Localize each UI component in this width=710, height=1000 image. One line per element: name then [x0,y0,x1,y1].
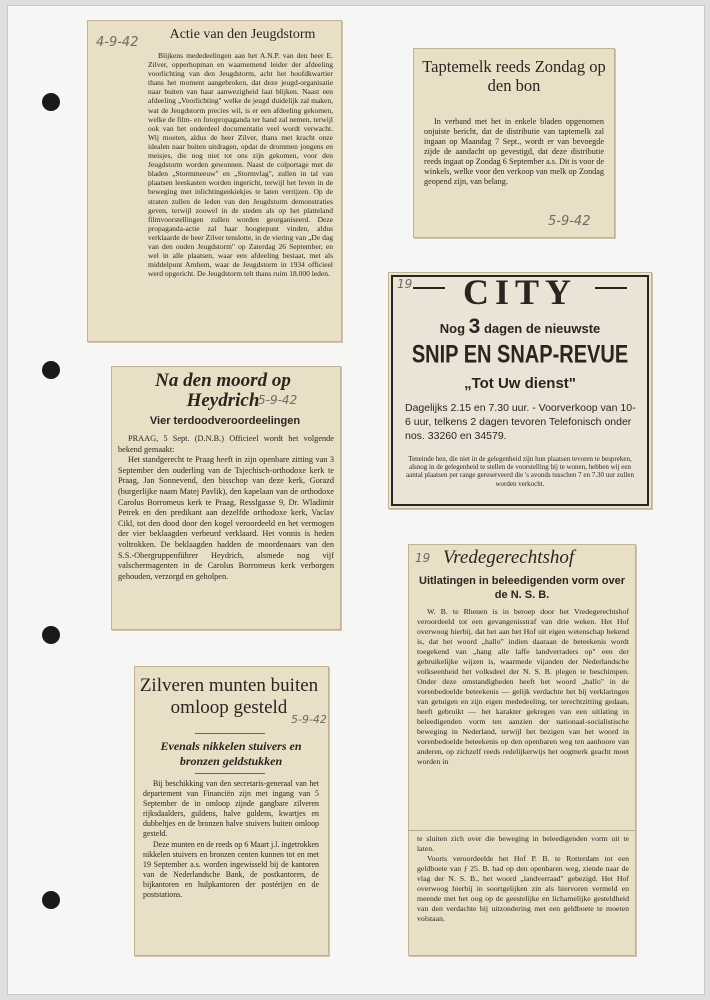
handwritten-note: 19 [397,277,413,291]
clipping-headline: Actie van den Jeugdstorm [169,27,316,42]
handwritten-date: 5-9-42 [548,214,591,229]
revue-slogan: „Tot Uw dienst" [464,375,576,392]
clipping-subtitle: Evenals nikkelen stuivers en bronzen geldstukken [160,739,302,768]
clipping-taptemelk [413,48,615,238]
clipping-body: Blijkens mededeelingen aan het A.N.P. van den heer E. Zilver, opperhopman en waarnemend leider der afdeeling voorlichting van den Jeugdstorm, acht het hoofdkwartier thans het moment aangebroken, dat deze jeugd-organisatie naar buiten van haar aanwezigheid laat blijken. Naast een afdeeling „Voorlichting" welke de jeugd duidelijk zal maken, wat de Jeugdstorm precies wil, is er een afdeeling gekomen, welke de film- en fotopropaganda ter hand zal nemen, terwijl ook van het onderdeel documentatie veel wordt verwacht. Wij moeten, aldus de heer Zilver, thans met kracht onze idealen naar buiten uitdragen, opdat de drommen jongens en meisjes, die nog niet tot ons zijn gekomen, voor den Jeugdstorm worden gewonnen. Naast de colportage met de bladen „Stormmeeuw" en „Stormvlag", zullen in tal van plaatsen leeskasten worden ingericht, terwijl het leven in de beweging met inlichtingenkiekjes te laten verrijzen. Op de straten zullen de leden van den Jeugdstorm demonstraties geven, terwijl zoowel in de steden als op het platteland filmvoorstellingen zullen worden georganiseerd. Deze propaganda-actie zal haar hoogtepunt vinden, aldus verklaarde de heer Zilver tenslotte, in de viering van „De dag van den ouden Jeugdstorm" op Zaterdag 26 September, en wel in alle plaatsen, waar een afdeeling bestaat, met als middelpunt Arnhem, waar de Jeugdstorm in 1934 officieel werd opgericht. De Jeugdstorm telt thans ruim 18.000 leden. [148,51,333,279]
binder-hole [42,626,60,644]
binder-hole [42,891,60,909]
binder-hole [42,93,60,111]
clipping-headline: Na den moord op Heydrich [155,370,291,411]
clipping-body: PRAAG, 5 Sept. (D.N.B.) Officieel wordt het volgende bekend gemaakt: Het standgerecht te Praag heeft in zijn openbare zitting van 3 September den ouderling van de Tsjechisch-orthodoxe kerk te Praag, Jan Sonnevend, den bisschop van deze kerk, Gorazd (burgerlijke naam Matej Pavlik), den kapelaan van de orthodoxe Carolus Borromeus kerk te Praag, Resslgasse 9, Dr. Wladimir Petrek en den predikant aan dezelfde orthodoxe kerk, Vaclav Cikl, tot den dood door den kogel veroordeeld en het vermogen der vier beklaagden verbeurd verklaard. Het vonnis is heden voltrokken. De beklaagden hadden de moordenaars van den S.S.-Obergruppenführer Heydrich, alsmede nog vijf valschermagenten in de Carolus Borromeus kerk verborgen gehouden, verzorgd en geholpen. [118,434,334,581]
revue-title: SNIP EN SNAP-REVUE [411,341,629,369]
clipping-headline: Taptemelk reeds Zondag op den bon [422,57,606,95]
clipping-body: Bij beschikking van den secretaris-generaal van het departement van Financiën zijn met ingang van 5 September de in omloop zijnde gangbare zilveren rijksdaalders, guldens, halve guldens, kwartjes en dubbeltjes en de bronzen halve stuivers buiten omloop gesteld. Deze munten en de reeds op 6 Maart j.l. ingetrokken nikkelen stuivers en bronzen centen kunnen tot en met 19 September a.s. worden ingewisseld bij de kantoren van de Nederlandsche Bank, de postkantoren, de bijkantoren en hulpkantoren der postérijen en de poststations. [143,779,319,900]
ad-fineprint: Teneinde hen, die niet in de gelegenheid zijn hun plaatsen tevoren te bespreken, alsnog in de gelegenheid te stellen de voorstelling bij te wonen, hebben wij een aantal plaatsen per range gereserveerd die 's avonds tusschen 7 en 7.30 uur zullen worden verkocht. [406,455,634,488]
ad-line: Nog 3 dagen de nieuwste [439,315,601,338]
handwritten-date: 5-9-42 [291,713,327,726]
handwritten-note: 19 [415,551,431,565]
clipping-heydrich [111,366,341,630]
clipping-subtitle: Uitlatingen in beleedigenden vorm over de N. S. B. [419,575,625,601]
handwritten-date: 4-9-42 [96,35,139,50]
clipping-headline: Zilveren munten buiten omloop gesteld [139,675,319,718]
advertisement-city [388,272,652,509]
clipping-vredegerechtshof [408,544,636,956]
clipping-body: In verband met het in enkele bladen opgenomen onjuiste bericht, dat de distributie van taptemelk zal ingaan op Maandag 7 Sept., wordt er van bevoegde zijde de aandacht op gevestigd, dat deze distributie reeds ingaat op Zondag 6 September a.s. Dit is voor de winkels, welke voor den verkoop van melk op Zondag geopend zijn, van belang. [424,117,604,186]
clipping-body: W. B. te Rhenen is in beroep door het Vredegerechtshof veroordeeld tot een gevangenisstraf van drie weken. Het Hof overwoog hierbij, dat het aan het Hof uit eigen wetenschap bekend is, dat het woord „hallo" indien daaraan de beteekenis wordt toegekend van „hang alle laffe landverraders op" een der gebruikelijke wijzen is, waarmede vijanden der Nederlandsche volkseenheid het volksdeel der N. S. B. plegen te beschimpen. Onder deze omstandigheden heeft het woord „hallo" in de vorenbedoelde beteekenis — gelijk verdachte het bij verklaringen van getuigen en zijn eigen mededeeling, ter terechtzitting gedaan, heeft gebruikt — het karakter gekregen van een uitlating in beleedigenden vorm ten aanzien der nationaal-socialistische beweging in Nederland, terwijl het bezigen van het woord in vorenbedoelde beteekenis op den openbaren weg ten aanhoore van anderen, op zichzelf reeds redelijkerwijs het oogmerk geacht moet worden in [417,607,629,766]
clipping-body-continued: te sluiten zich over die beweging in beleedigenden vorm uit te laten. Voorts veroordeelde het Hof P. B. te Rotterdam tot een geldboete van ƒ 25. B. had op den openbaren weg, ziende naar de vlag der N. S. B., het woord „landverraad" gebezigd. Het Hof overwoog hierbij in soortgelijken zin als hiervoren vermeld en meende met het oog op de geestelijke en lichamelijke gesteldheid van den verdachte bij uitzondering met een geldboete te moeten volstaan. [417,834,629,923]
clipping-jeugdstorm [87,20,342,342]
binder-hole [42,361,60,379]
show-times: Dagelijks 2.15 en 7.30 uur. - Voorverkoop van 10-6 uur, telkens 2 dagen tevoren Telefonisch onder nos. 33260 en 34579. [405,402,636,442]
handwritten-date: 5-9-42 [258,393,298,407]
clipping-subtitle: Vier terdoodveroordeelingen [149,415,301,427]
clipping-zilveren-munten [134,666,329,956]
clipping-headline: Vredegerechtshof [443,547,575,568]
cinema-name: CITY [462,272,578,312]
